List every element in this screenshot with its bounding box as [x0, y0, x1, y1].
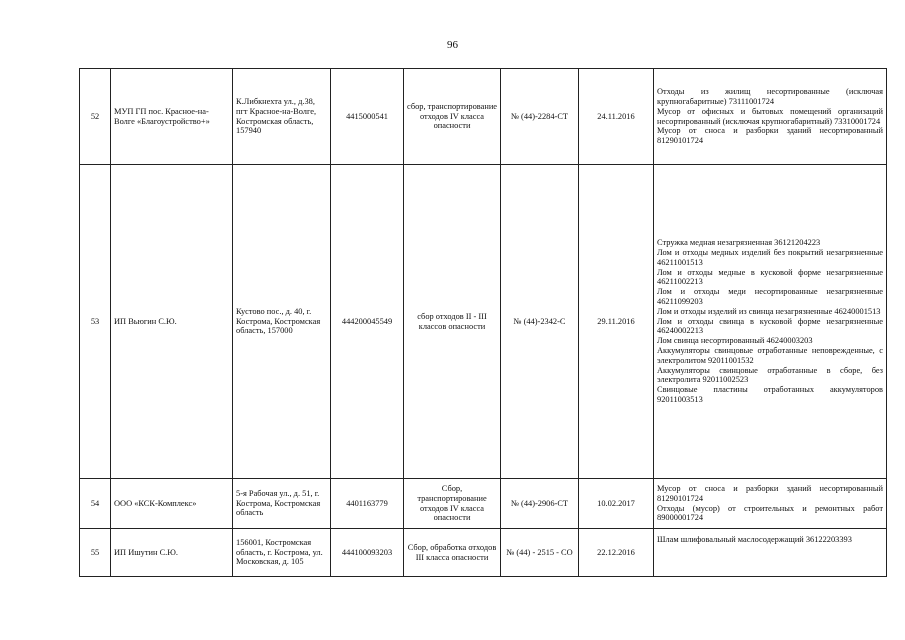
table-row	[80, 479, 887, 529]
license-number: № (44)-2342-С	[501, 165, 579, 479]
row-number: 53	[80, 165, 111, 479]
address: 156001, Костромская область, г. Кострома, ул. Московская, д. 105	[233, 529, 331, 577]
organization-name: ООО «КСК-Комплекс»	[111, 479, 233, 529]
waste-item: Лом свинца несортированный 46240003203	[657, 336, 813, 346]
waste-list	[654, 529, 887, 577]
inn: 4401163779	[331, 479, 404, 529]
organization-name: МУП ГП пос. Красное-на-Волге «Благоустройство+»	[111, 69, 233, 165]
address: 5-я Рабочая ул., д. 51, г. Кострома, Костромская область	[233, 479, 331, 529]
license-number: № (44)-2906-СТ	[501, 479, 579, 529]
address: Кустово пос., д. 40, г. Кострома, Костромская область, 157000	[233, 165, 331, 479]
waste-item: Лом и отходы медных изделий без покрытий незагрязненные 46211001513	[657, 248, 883, 267]
row-number: 55	[80, 529, 111, 577]
waste-list	[654, 69, 887, 165]
license-number: № (44) - 2515 - СО	[501, 529, 579, 577]
waste-item: Стружка медная незагрязненная 36121204223	[657, 238, 821, 248]
license-number: № (44)-2284-СТ	[501, 69, 579, 165]
waste-item: Мусор от сноса и разборки зданий несортированный 81290101724	[657, 126, 883, 146]
inn: 444200045549	[331, 165, 404, 479]
table-row	[80, 165, 887, 479]
waste-list	[654, 479, 887, 529]
activity-type: Сбор, транспортирование отходов IV класса опасности	[404, 479, 501, 529]
waste-item: Лом и отходы меди несортированные незагрязненные 46211099203	[657, 287, 883, 306]
waste-list	[654, 165, 887, 479]
organization-name: ИП Вьюгин С.Ю.	[111, 165, 233, 479]
waste-item: Отходы (мусор) от строительных и ремонтных работ 89000001724	[657, 503, 883, 523]
page-number: 96	[447, 39, 458, 51]
inn: 444100093203	[331, 529, 404, 577]
license-date: 24.11.2016	[579, 69, 654, 165]
license-date: 10.02.2017	[579, 479, 654, 529]
waste-item: Аккумуляторы свинцовые отработанные в сборе, без электролита 92011002523	[657, 365, 883, 385]
table-row	[80, 69, 887, 165]
waste-item: Лом и отходы медные в кусковой форме незагрязненные 46211002213	[657, 267, 883, 287]
waste-item: Мусор от сноса и разборки зданий несортированный 81290101724	[657, 483, 883, 503]
license-register-table	[79, 68, 887, 577]
waste-item: Лом и отходы изделий из свинца незагрязненные 46240001513	[657, 306, 881, 316]
row-number: 52	[80, 69, 111, 165]
organization-name: ИП Ишутин С.Ю.	[111, 529, 233, 577]
waste-item: Свинцовые пластины отработанных аккумуляторов 92011003513	[657, 385, 883, 404]
waste-item: Лом и отходы свинца в кусковой форме незагрязненные 46240002213	[657, 316, 883, 336]
waste-item: Отходы из жилищ несортированные (исключая крупногабаритные) 73111001724	[657, 87, 883, 106]
waste-item: Аккумуляторы свинцовые отработанные неповрежденные, с электролитом 92011001532	[657, 345, 883, 365]
license-date: 22.12.2016	[579, 529, 654, 577]
inn: 4415000541	[331, 69, 404, 165]
row-number: 54	[80, 479, 111, 529]
table-row	[80, 529, 887, 577]
waste-item: Мусор от офисных и бытовых помещений организаций несортированный (исключая крупногабаритный) 73310001724	[657, 106, 883, 126]
waste-item: Шлам шлифовальный маслосодержащий 36122203393	[657, 535, 852, 544]
activity-type: сбор отходов II - III классов опасности	[404, 165, 501, 479]
activity-type: Сбор, обработка отходов III класса опасности	[404, 529, 501, 577]
license-date: 29.11.2016	[579, 165, 654, 479]
address: К.Либкнехта ул., д.38, пгт Красное-на-Волге, Костромская область, 157940	[233, 69, 331, 165]
activity-type: сбор, транспортирование отходов IV класса опасности	[404, 69, 501, 165]
